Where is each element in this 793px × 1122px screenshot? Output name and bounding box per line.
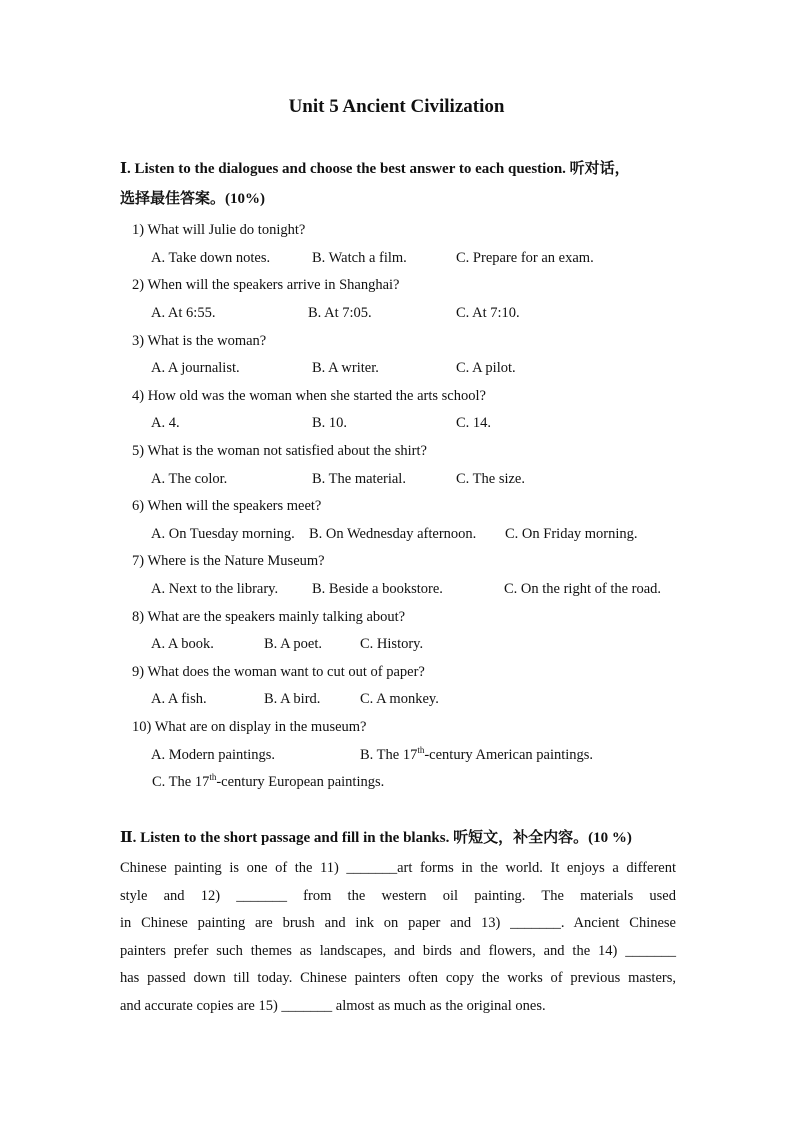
- q4-option-a: A. 4.: [151, 415, 180, 431]
- q1-option-a: A. Take down notes.: [151, 250, 271, 266]
- q5-option-c: C. The size.: [456, 471, 525, 487]
- q9-option-c: C. A monkey.: [360, 691, 439, 707]
- passage-line-4: painters prefer such themes as landscapes, and birds and flowers, and the 14) _______: [120, 942, 676, 959]
- question-6: 6) When will the speakers meet?: [132, 498, 322, 514]
- q10-option-a: A. Modern paintings.: [151, 747, 276, 763]
- q7-option-c: C. On the right of the road.: [504, 581, 662, 597]
- q1-option-b: B. Watch a film.: [312, 250, 407, 266]
- q8-option-c: C. History.: [360, 636, 424, 652]
- q8-option-b: B. A poet.: [264, 636, 323, 652]
- q5-option-b: B. The material.: [312, 471, 406, 487]
- q6-option-b: B. On Wednesday afternoon.: [309, 526, 477, 542]
- q9-option-b: B. A bird.: [264, 691, 321, 707]
- section-2-heading: Ⅱ. Listen to the short passage and fill in the blanks. 听短文，补全内容。(10 %): [120, 830, 632, 846]
- passage-line-1: Chinese painting is one of the 11) _______art forms in the world. It enjoys a different: [120, 860, 676, 876]
- question-10: 10) What are on display in the museum?: [132, 719, 367, 735]
- page-title: Unit 5 Ancient Civilization: [288, 96, 505, 117]
- question-3: 3) What is the woman?: [132, 333, 267, 349]
- passage-line-5: has passed down till today. Chinese painters often copy the works of previous masters,: [120, 970, 676, 987]
- question-7: 7) Where is the Nature Museum?: [132, 553, 325, 569]
- q2-option-a: A. At 6:55.: [151, 305, 216, 321]
- question-9: 9) What does the woman want to cut out of paper?: [132, 664, 425, 680]
- q4-option-b: B. 10.: [312, 415, 348, 431]
- q10-option-b: B. The 17th-century American paintings.: [360, 745, 594, 763]
- section-1-heading: [120, 154, 680, 214]
- q6-option-a: A. On Tuesday morning.: [151, 526, 295, 542]
- q2-option-b: B. At 7:05.: [308, 305, 372, 321]
- q8-option-a: A. A book.: [151, 636, 214, 652]
- question-5: 5) What is the woman not satisfied about the shirt?: [132, 443, 427, 459]
- q1-option-c: C. Prepare for an exam.: [456, 250, 594, 266]
- q4-option-c: C. 14.: [456, 415, 492, 431]
- passage-line-3: in Chinese painting are brush and ink on paper and 13) _______. Ancient Chinese: [120, 915, 676, 932]
- passage: [120, 855, 676, 1021]
- q9-option-a: A. A fish.: [151, 691, 207, 707]
- question-8: 8) What are the speakers mainly talking about?: [132, 609, 406, 625]
- section-1-heading-line-1: Ⅰ. Listen to the dialogues and choose the best answer to each question. 听对话，: [120, 161, 630, 177]
- q2-option-c: C. At 7:10.: [456, 305, 520, 321]
- question-1: 1) What will Julie do tonight?: [132, 222, 306, 238]
- q3-option-a: A. A journalist.: [151, 360, 240, 376]
- q3-option-c: C. A pilot.: [456, 360, 516, 376]
- q7-option-b: B. Beside a bookstore.: [312, 581, 443, 597]
- question-2: 2) When will the speakers arrive in Shanghai?: [132, 277, 400, 293]
- question-4: 4) How old was the woman when she started the arts school?: [132, 388, 486, 404]
- q3-option-b: B. A writer.: [312, 360, 379, 376]
- passage-line-6: and accurate copies are 15) _______ almost as much as the original ones.: [120, 997, 546, 1014]
- passage-line-2: style and 12) _______ from the western oil painting. The materials used: [120, 887, 676, 904]
- q7-option-a: A. Next to the library.: [151, 581, 279, 597]
- q10-option-c: C. The 17th-century European paintings.: [152, 772, 385, 790]
- section-1-heading-line-2: 选择最佳答案。(10%): [120, 191, 265, 207]
- q5-option-a: A. The color.: [151, 471, 228, 487]
- q6-option-c: C. On Friday morning.: [505, 526, 638, 542]
